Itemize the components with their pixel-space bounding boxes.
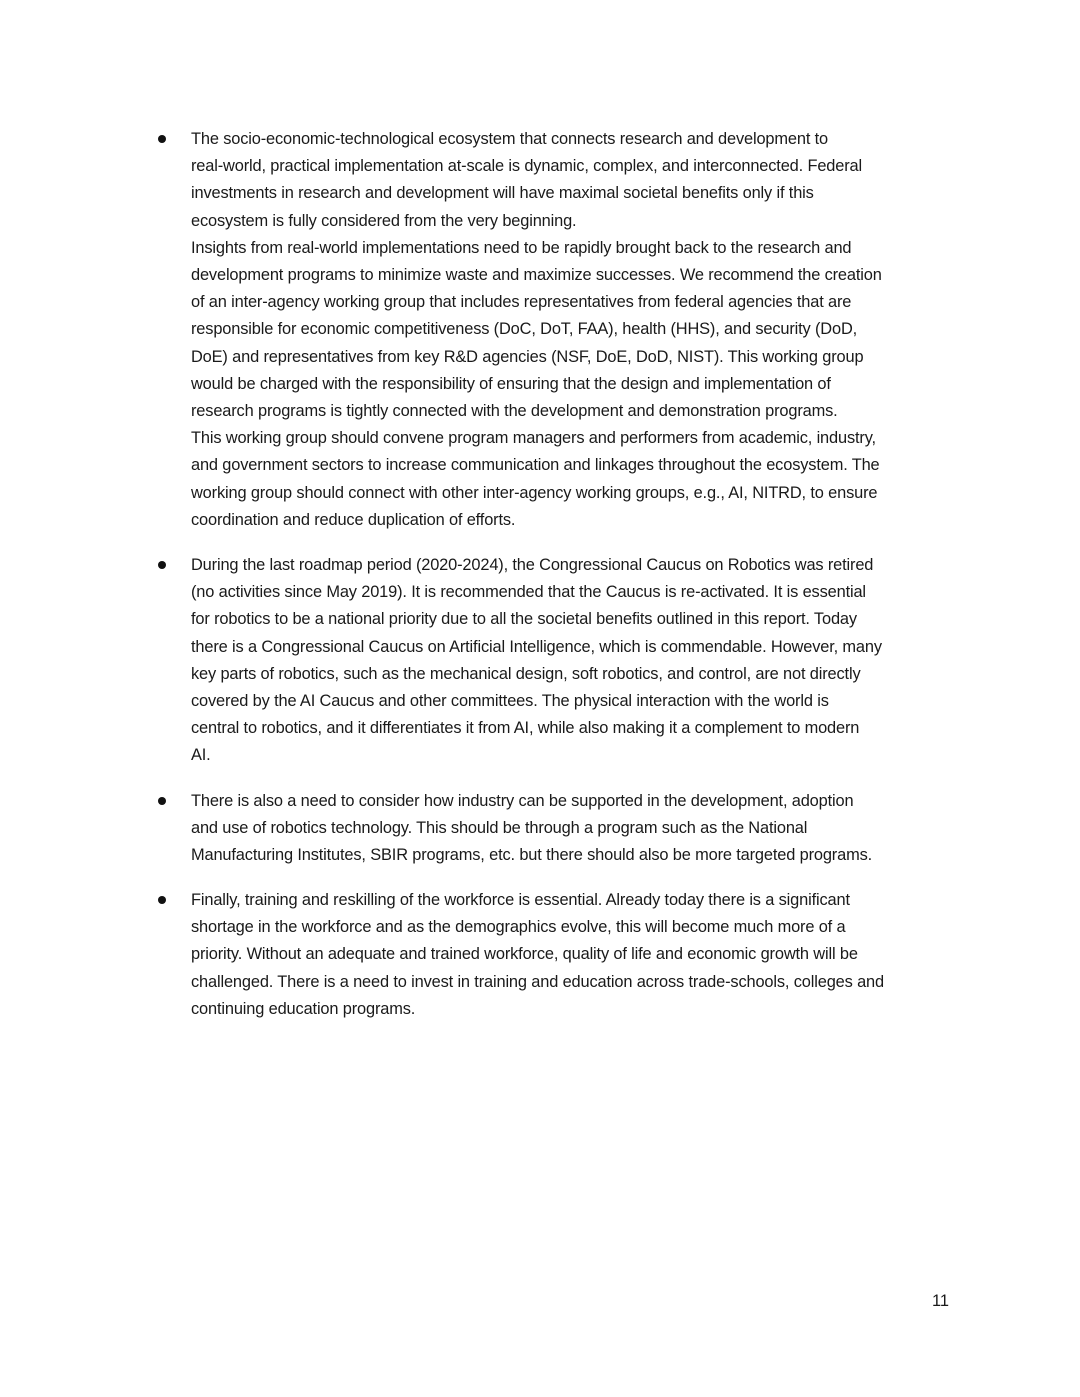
bullet-item-industry-support	[191, 788, 991, 870]
text-line: The socio-economic-technological ecosystem that connects research and development to	[191, 130, 828, 148]
text-line: ecosystem is fully considered from the very beginning.	[191, 211, 577, 230]
bullet-item-congressional-caucus	[191, 552, 991, 770]
text-line: development programs to minimize waste and maximize successes. We recommend the creation	[191, 266, 882, 285]
text-line: there is a Congressional Caucus on Artificial Intelligence, which is commendable. However, many	[191, 637, 882, 656]
text-line: priority. Without an adequate and trained workforce, quality of life and economic growth will be	[191, 945, 858, 964]
text-line: of an inter-agency working group that includes representatives from federal agencies that are	[191, 293, 852, 312]
text-line: and government sectors to increase communication and linkages throughout the ecosystem. The	[191, 456, 880, 475]
bullet-icon	[158, 561, 166, 569]
text-line: covered by the AI Caucus and other committees. The physical interaction with the world is	[191, 692, 829, 711]
text-line: shortage in the workforce and as the demographics evolve, this will become much more of a	[191, 918, 846, 937]
bullet-icon	[158, 896, 166, 904]
text-line: and use of robotics technology. This should be through a program such as the National	[191, 819, 808, 838]
text-line: real-world, practical implementation at-scale is dynamic, complex, and interconnected. Federal	[191, 157, 862, 176]
text-line: for robotics to be a national priority due to all the societal benefits outlined in this report. Today	[191, 610, 857, 629]
text-line: Insights from real-world implementations need to be rapidly brought back to the research and	[191, 238, 852, 257]
text-line: DoE) and representatives from key R&D agencies (NSF, DoE, DoD, NIST). This working group	[191, 347, 864, 366]
bullet-text	[191, 887, 991, 1023]
text-line: During the last roadmap period (2020-2024), the Congressional Caucus on Robotics was retired	[191, 556, 874, 574]
text-line: There is also a need to consider how industry can be supported in the development, adoption	[191, 792, 854, 810]
text-line: key parts of robotics, such as the mechanical design, soft robotics, and control, are not directly	[191, 664, 861, 683]
text-line: Manufacturing Institutes, SBIR programs, etc. but there should also be more targeted programs.	[191, 846, 873, 865]
text-line: This working group should convene program managers and performers from academic, industry,	[191, 429, 876, 448]
bullet-item-workforce	[191, 887, 991, 1023]
text-line: coordination and reduce duplication of efforts.	[191, 510, 516, 529]
text-line: (no activities since May 2019). It is recommended that the Caucus is re-activated. It is essential	[191, 583, 866, 602]
text-line: working group should connect with other inter-agency working groups, e.g., AI, NITRD, to ensure	[191, 483, 878, 502]
text-line: central to robotics, and it differentiates it from AI, while also making it a complement to modern	[191, 719, 860, 738]
text-line: AI.	[191, 746, 211, 765]
bullet-icon	[158, 135, 166, 143]
bullet-text	[191, 788, 991, 870]
page-number: 11	[932, 1292, 950, 1310]
text-line: investments in research and development will have maximal societal benefits only if this	[191, 184, 814, 203]
text-line: Finally, training and reskilling of the workforce is essential. Already today there is a significant	[191, 891, 850, 909]
text-line: challenged. There is a need to invest in training and education across trade-schools, colleges and	[191, 972, 884, 991]
text-line: responsible for economic competitiveness (DoC, DoT, FAA), health (HHS), and security (DoD,	[191, 320, 858, 339]
bullet-item-ecosystem	[191, 126, 991, 534]
bullet-icon	[158, 797, 166, 805]
text-line: research programs is tightly connected with the development and demonstration programs.	[191, 402, 838, 421]
bullet-text	[191, 126, 991, 534]
text-line: continuing education programs.	[191, 999, 416, 1018]
bullet-text	[191, 552, 991, 770]
text-line: would be charged with the responsibility of ensuring that the design and implementation of	[191, 374, 831, 393]
